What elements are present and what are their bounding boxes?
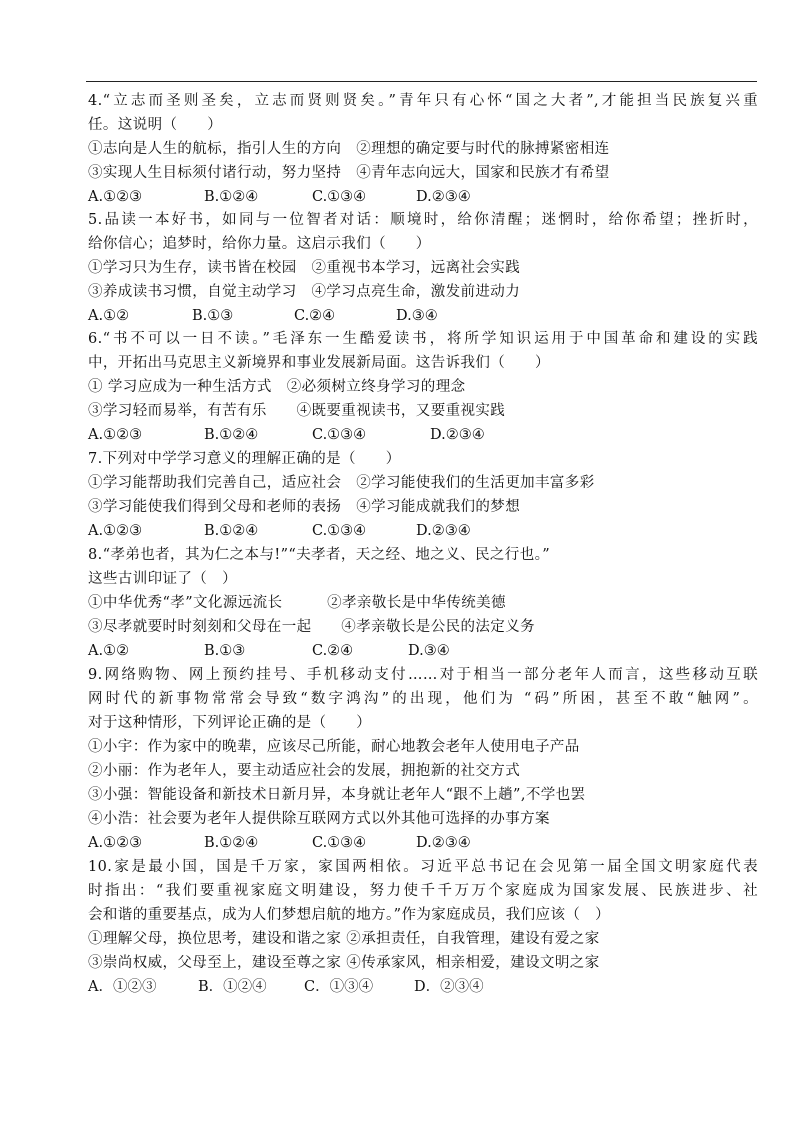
option-d[interactable]: D.②③④ — [416, 189, 471, 205]
option-d[interactable]: D.②③④ — [416, 523, 471, 539]
option-c[interactable]: C.①③④ — [312, 189, 367, 205]
question-10-stem: 会和谐的重要基点，成为人们梦想启航的地方。”作为家庭成员，我们应该（ ） — [88, 907, 611, 923]
question-5-statement: ①学习只为生存，读书皆在校园 ②重视书本学习，远离社会实践 — [88, 260, 521, 276]
option-d[interactable]: D.②③④ — [416, 835, 471, 851]
option-a[interactable]: A.①②③ — [88, 189, 143, 205]
question-8-statement: ①中华优秀“孝”文化源远流长 ②孝亲敬长是中华传统美德 — [88, 595, 506, 611]
question-4-statement: ①志向是人生的航标，指引人生的方向 ②理想的确定要与时代的脉搏紧密相连 — [88, 141, 610, 157]
option-a[interactable]: A.①② — [88, 643, 130, 659]
option-d[interactable]: D．②③④ — [414, 979, 484, 995]
question-4-stem: 任。这说明（ ） — [88, 117, 223, 133]
question-9-stem: 对于这种情形，下列评论正确的是（ ） — [88, 715, 372, 731]
question-5-statement: ③养成读书习惯，自觉主动学习 ④学习点亮生命，激发前进动力 — [88, 284, 521, 300]
question-10-statement: ③崇尚权威，父母至上，建设至尊之家 ④传承家风，相亲相爱，建设文明之家 — [88, 955, 600, 971]
option-d[interactable]: D.③④ — [396, 308, 438, 324]
option-b[interactable]: B.①②④ — [204, 835, 259, 851]
option-c[interactable]: C.②④ — [312, 643, 354, 659]
question-5-options — [88, 306, 758, 326]
option-d[interactable]: D.②③④ — [430, 427, 485, 443]
question-4-stem: 4.“立志而圣则圣矣，立志而贤则贤矣。”青年只有心怀“国之大者”,才能担当民族复兴重 — [88, 93, 758, 109]
question-4-options — [88, 187, 758, 207]
option-c[interactable]: C.①③④ — [312, 835, 367, 851]
option-d[interactable]: D.③④ — [408, 643, 450, 659]
question-5-stem: 5.品读一本好书，如同与一位智者对话：顺境时，给你清醒；迷惘时，给你希望；挫折时， — [88, 212, 758, 228]
question-7-stem: 7.下列对中学学习意义的理解正确的是（ ） — [88, 451, 401, 467]
question-8-stem: 这些古训印证了（ ） — [88, 571, 237, 587]
option-a[interactable]: A.①②③ — [88, 427, 143, 443]
question-9-statement: ②小丽：作为老年人，要主动适应社会的发展，拥抱新的社交方式 — [88, 763, 521, 779]
header-rule — [86, 81, 757, 82]
question-8-statement: ③尽孝就要时时刻刻和父母在一起 ④孝亲敬长是公民的法定义务 — [88, 619, 535, 635]
option-b[interactable]: B.①②④ — [204, 189, 259, 205]
question-9-stem: 9.网络购物、网上预约挂号、手机移动支付……对于相当一部分老年人而言，这些移动互联 — [88, 667, 758, 683]
question-9-options — [88, 833, 758, 853]
option-a[interactable]: A.①②③ — [88, 523, 143, 539]
option-c[interactable]: C．①③④ — [304, 979, 374, 995]
question-9-statement: ③小强：智能设备和新技术日新月异，本身就让老年人“跟不上趟”,不学也罢 — [88, 787, 586, 803]
question-9-statement: ④小浩：社会要为老年人提供除互联网方式以外其他可选择的办事方案 — [88, 811, 550, 827]
option-a[interactable]: A．①②③ — [88, 979, 157, 995]
question-7-statement: ③学习能使我们得到父母和老师的表扬 ④学习能成就我们的梦想 — [88, 499, 521, 515]
question-4-statement: ③实现人生目标须付诸行动，努力坚持 ④青年志向远大，国家和民族才有希望 — [88, 165, 610, 181]
question-10-statement: ①理解父母，换位思考，建设和谐之家 ②承担责任，自我管理，建设有爱之家 — [88, 931, 600, 947]
question-6-stem: 6.“书不可以一日不读。”毛泽东一生酷爱读书，将所学知识运用于中国革命和建设的实践 — [88, 331, 758, 347]
question-7-statement: ①学习能帮助我们完善自己，适应社会 ②学习能使我们的生活更加丰富多彩 — [88, 475, 595, 491]
question-6-statement: ① 学习应成为一种生活方式 ②必须树立终身学习的理念 — [88, 379, 466, 395]
question-10-stem: 10.家是最小国，国是千万家，家国两相依。习近平总书记在会见第一届全国文明家庭代表 — [88, 859, 758, 875]
question-9-statement: ①小宇：作为家中的晚辈，应该尽己所能，耐心地教会老年人使用电子产品 — [88, 739, 580, 755]
question-5-stem: 给你信心；追梦时，给你力量。这启示我们（ ） — [88, 236, 431, 252]
question-10-stem: 时指出：“我们要重视家庭文明建设，努力使千千万万个家庭成为国家发展、民族进步、社 — [88, 883, 758, 899]
question-10-options — [88, 977, 758, 997]
option-b[interactable]: B.①③ — [192, 308, 234, 324]
option-b[interactable]: B.①③ — [204, 643, 246, 659]
option-b[interactable]: B．①②④ — [198, 979, 267, 995]
option-c[interactable]: C.①③④ — [312, 523, 367, 539]
option-b[interactable]: B.①②④ — [204, 523, 259, 539]
question-8-options — [88, 641, 758, 661]
option-c[interactable]: C.①③④ — [312, 427, 367, 443]
option-a[interactable]: A.①②③ — [88, 835, 143, 851]
question-7-options — [88, 521, 758, 541]
question-6-stem: 中，开拓出马克思主义新境界和事业发展新局面。这告诉我们（ ） — [88, 355, 550, 371]
question-6-statement: ③学习轻而易举，有苦有乐 ④既要重视读书，又要重视实践 — [88, 403, 506, 419]
question-9-stem: 网时代的新事物常常会导致“数字鸿沟”的出现，他们为 “码”所困，甚至不敢“触网”。 — [88, 691, 758, 707]
question-8-stem: 8.“孝弟也者，其为仁之本与!”“夫孝者，天之经、地之义、民之行也。” — [88, 547, 551, 563]
option-a[interactable]: A.①② — [88, 308, 130, 324]
question-6-options — [88, 425, 758, 445]
option-c[interactable]: C.②④ — [294, 308, 336, 324]
option-b[interactable]: B.①②④ — [204, 427, 259, 443]
